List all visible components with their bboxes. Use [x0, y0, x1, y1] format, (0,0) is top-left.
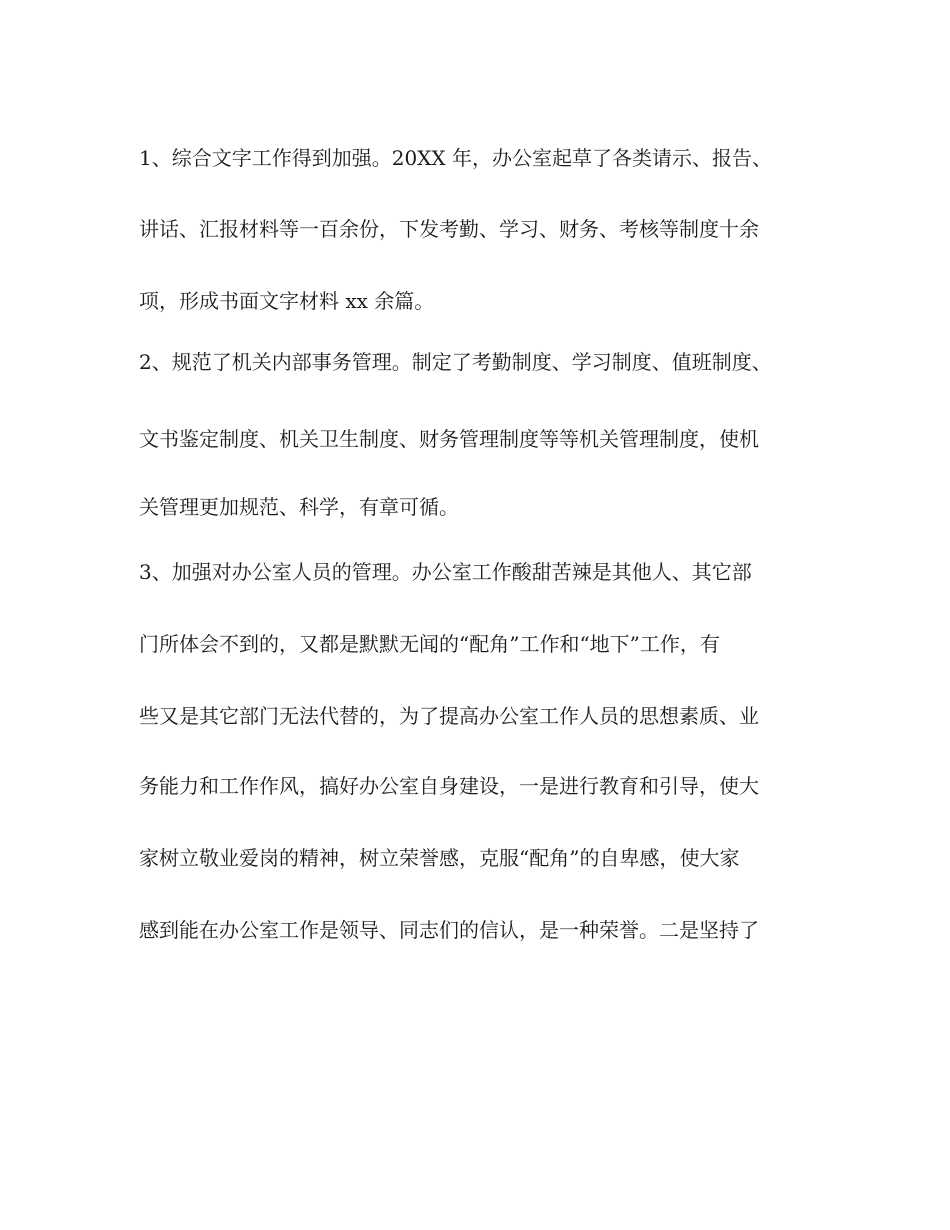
text-line: 门所体会不到的，又都是默默无闻的“配角”工作和“地下”工作，有: [139, 632, 720, 656]
text-line: 1、综合文字工作得到加强。20XX 年，办公室起草了各类请示、报告、: [139, 146, 773, 170]
text-line: 些又是其它部门无法代替的，为了提高办公室工作人员的思想素质、业: [139, 704, 759, 728]
text-line: 讲话、汇报材料等一百余份，下发考勤、学习、财务、考核等制度十余: [139, 217, 759, 241]
text-line: 务能力和工作作风，搞好办公室自身建设，一是进行教育和引导，使大: [139, 774, 759, 798]
text-line: 家树立敬业爱岗的精神，树立荣誉感，克服“配角”的自卑感，使大家: [139, 846, 740, 870]
text-line: 文书鉴定制度、机关卫生制度、财务管理制度等等机关管理制度，使机: [139, 427, 759, 451]
text-line: 项，形成书面文字材料 xx 余篇。: [139, 289, 435, 313]
text-line: 感到能在办公室工作是领导、同志们的信认，是一种荣誉。二是坚持了: [139, 918, 759, 942]
text-line: 2、规范了机关内部事务管理。制定了考勤制度、学习制度、值班制度、: [139, 350, 772, 374]
text-line: 3、加强对办公室人员的管理。办公室工作酸甜苦辣是其他人、其它部: [139, 560, 752, 584]
text-line: 关管理更加规范、科学，有章可循。: [139, 495, 459, 519]
